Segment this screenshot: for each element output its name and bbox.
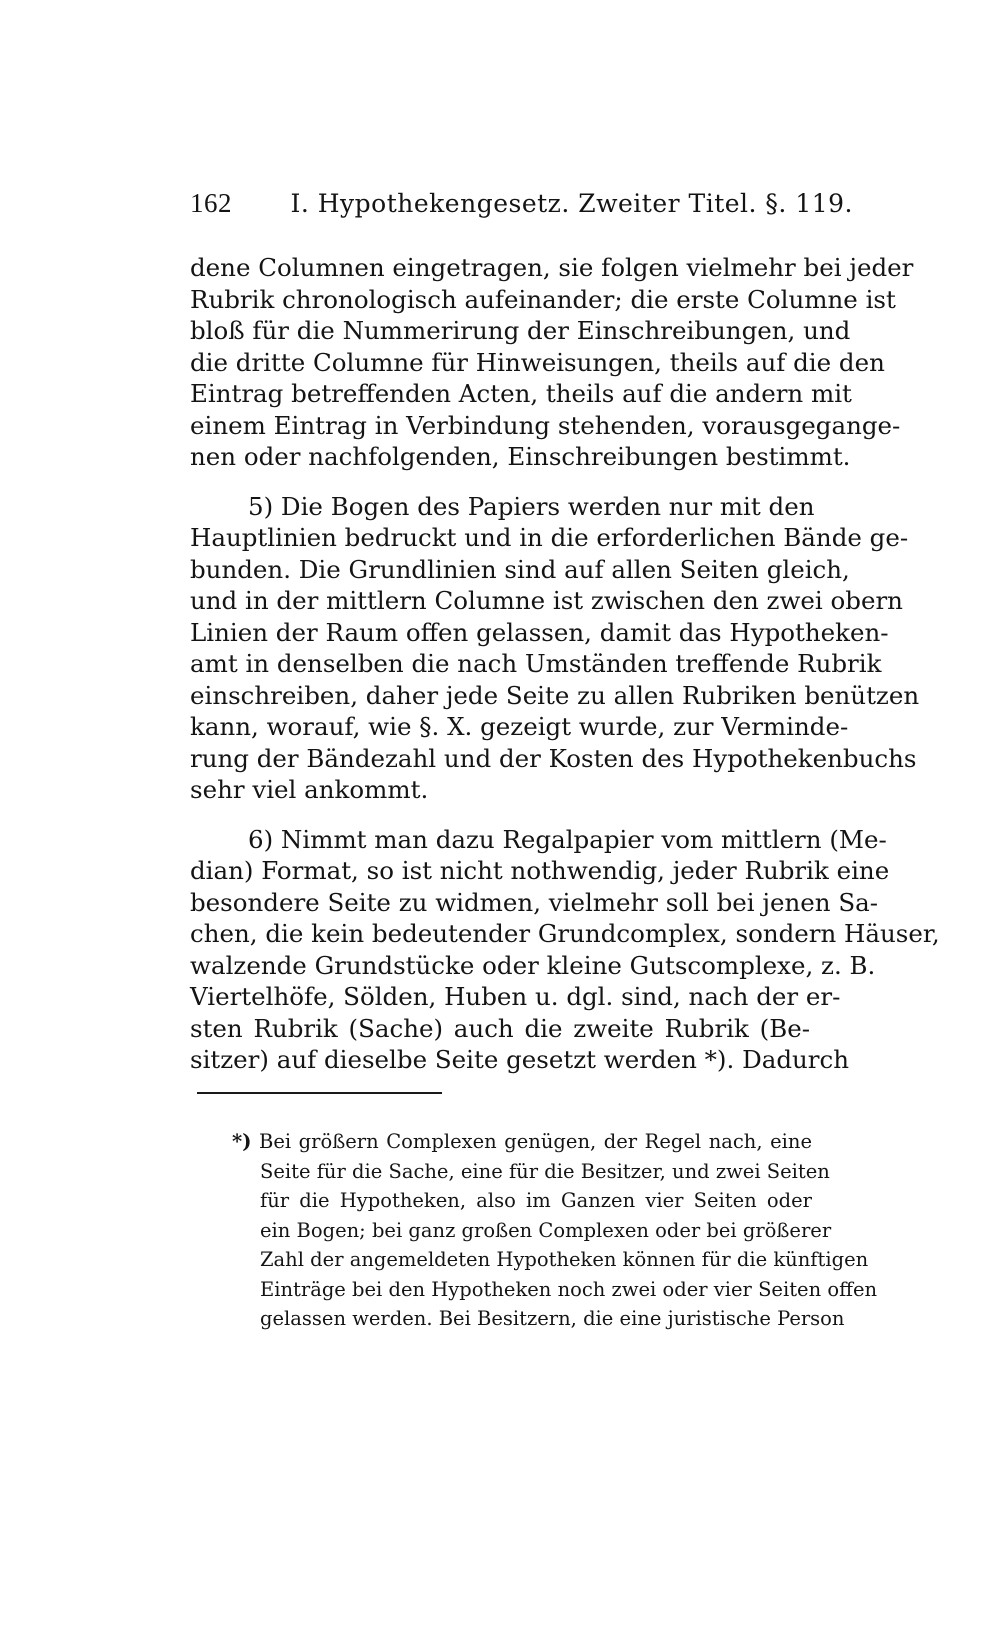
text-line: amt in denselben die nach Umständen treffende Rubrik [190,649,882,678]
footnote-line: ein Bogen; bei ganz großen Complexen oder bei größerer [260,1218,832,1242]
text-line: und in der mittlern Columne ist zwischen den zwei obern [190,586,903,615]
text-line: Eintrag betreffenden Acten, theils auf die andern mit [190,379,852,408]
paragraph-2 [190,491,920,806]
body-text [190,252,940,1094]
text-line: Hauptlinien bedruckt und in die erforderlichen Bände ge- [190,523,909,552]
text-line: chen, die kein bedeutender Grundcomplex, sondern Häuser, [190,919,940,948]
text-line: die dritte Columne für Hinweisungen, theils auf die den [190,347,885,377]
text-line: Linien der Raum offen gelassen, damit das Hypotheken- [190,617,889,647]
footnote-line [232,1127,812,1157]
text-line: besondere Seite zu widmen, vielmehr soll bei jenen Sa- [190,887,878,917]
text-line: Rubrik chronologisch aufeinander; die erste Columne ist [190,284,896,314]
footnote-text: Bei größern Complexen genügen, der Regel nach, eine [259,1130,812,1153]
paragraph-1 [190,252,914,473]
text-line: walzende Grundstücke oder kleine Gutscomplexe, z. B. [190,950,876,980]
text-line: einem Eintrag in Verbindung stehenden, vorausgegange- [190,410,901,440]
text-line: dian) Format, so ist nicht nothwendig, jeder Rubrik eine [190,856,890,885]
running-header [190,188,853,219]
footnote-line: für die Hypotheken, also im Ganzen vier Seiten oder [260,1189,812,1212]
text-line: bunden. Die Grundlinien sind auf allen Seiten gleich, [190,554,850,584]
text-line: rung der Bändezahl und der Kosten des Hypothekenbuchs [190,743,917,773]
text-line: bloß für die Nummerirung der Einschreibungen, und [190,316,851,345]
footnote-divider [197,1092,442,1094]
paragraph-3 [190,824,940,1076]
text-line: sitzer) auf dieselbe Seite gesetzt werden *). Dadurch [190,1045,849,1074]
footnote [232,1127,878,1334]
footnote-line: Seite für die Sache, eine für die Besitzer, und zwei Seiten [260,1159,830,1183]
text-line: 5) Die Bogen des Papiers werden nur mit den [248,491,815,521]
text-line: dene Columnen eingetragen, sie folgen vielmehr bei jeder [190,253,914,282]
text-line: Viertelhöfe, Sölden, Huben u. dgl. sind, nach der er- [190,982,841,1011]
text-line: sten Rubrik (Sache) auch die zweite Rubrik (Be- [190,1013,810,1043]
running-title: I. Hypothekengesetz. Zweiter Titel. §. 119. [290,189,853,218]
text-line: nen oder nachfolgenden, Einschreibungen bestimmt. [190,442,851,471]
text-line: einschreiben, daher jede Seite zu allen Rubriken benützen [190,680,920,710]
footnote-line: Zahl der angemeldeten Hypotheken können für die künftigen [260,1248,869,1271]
footnote-line: Einträge bei den Hypotheken noch zwei oder vier Seiten offen [260,1277,878,1301]
page-number: 162 [190,188,232,218]
text-line: 6) Nimmt man dazu Regalpapier vom mittlern (Me- [248,824,887,854]
footnote-marker: *) [232,1130,252,1153]
footnote-line: gelassen werden. Bei Besitzern, die eine juristische Person [260,1307,845,1330]
text-line: kann, worauf, wie §. X. gezeigt wurde, zur Verminde- [190,712,849,741]
text-line: sehr viel ankommt. [190,775,429,804]
